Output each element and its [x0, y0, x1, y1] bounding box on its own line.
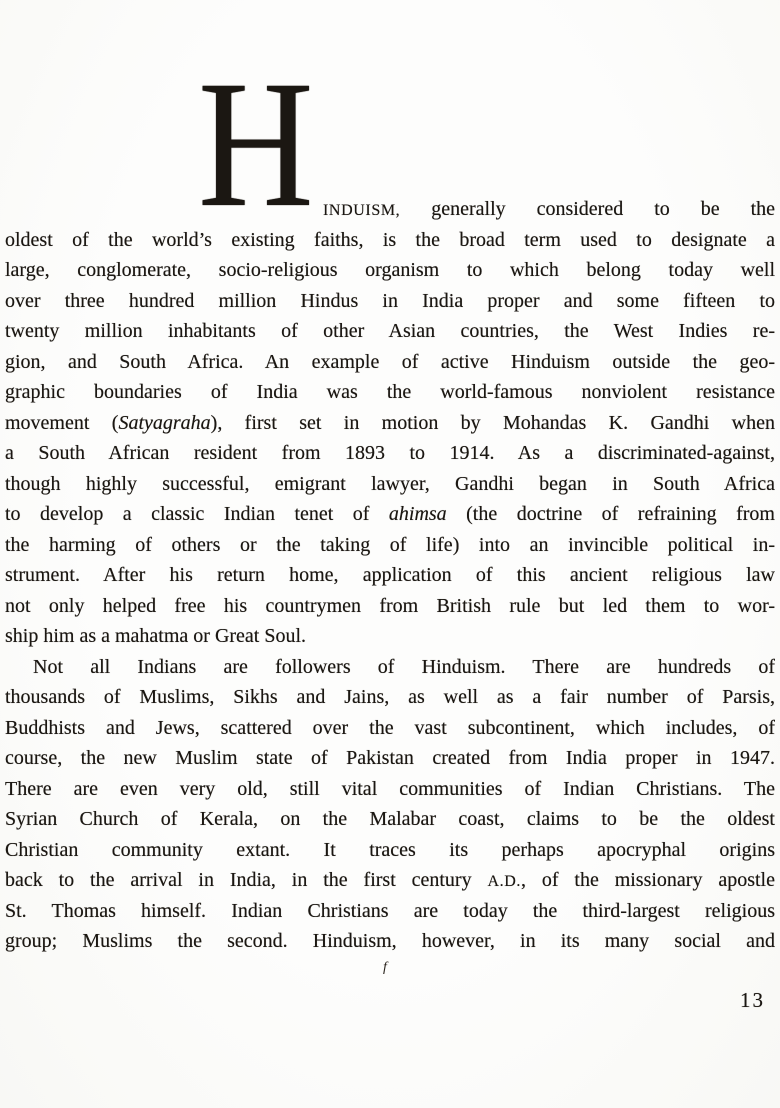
text-segment-normal: though highly successful, emigrant lawyer, Gandhi began in South Africa	[5, 472, 775, 495]
text-segment-normal: Buddhists and Jews, scattered over the vast subcontinent, which includes, of	[5, 716, 775, 739]
text-segment-normal: group; Muslims the second. Hinduism, however, in its many social and	[5, 930, 775, 952]
text-line	[5, 804, 775, 835]
text-segment-normal: over three hundred million Hindus in India proper and some fifteen to	[5, 289, 775, 312]
text-segment-normal: (the doctrine of refraining from	[446, 503, 775, 525]
text-segment-normal: Christian community extant. It traces its perhaps apocryphal origins	[5, 838, 775, 861]
text-segment-smallcaps: A.D.	[487, 873, 521, 890]
text-segment-normal: the harming of others or the taking of life) into an invincible political in-	[5, 533, 775, 556]
text-line	[5, 591, 775, 622]
text-segment-smallcaps: INDUISM,	[323, 202, 401, 219]
text-line	[5, 652, 775, 683]
text-line	[5, 255, 775, 286]
text-line	[5, 286, 775, 317]
text-segment-italic: Satyagraha	[118, 411, 211, 434]
text-segment-normal: oldest of the world’s existing faiths, is the broad term used to designate a	[5, 228, 775, 251]
text-segment-normal: graphic boundaries of India was the world-famous nonviolent resistance	[5, 381, 775, 403]
text-segment-normal: thousands of Muslims, Sikhs and Jains, as well as a fair number of Parsis,	[5, 686, 775, 708]
text-line	[5, 865, 775, 896]
text-segment-normal: to develop a classic Indian tenet of	[5, 503, 389, 525]
text-segment-normal: back to the arrival in India, in the first century	[5, 869, 488, 891]
text-line	[5, 469, 775, 500]
text-line	[5, 225, 775, 256]
text-line	[5, 560, 775, 591]
text-line	[5, 621, 775, 652]
page-number: 13	[740, 988, 765, 1012]
text-segment-normal: movement (	[5, 411, 119, 434]
text-line	[5, 347, 775, 378]
text-line	[5, 438, 775, 469]
text-segment-normal: strument. After his return home, application of this ancient religious law	[5, 564, 775, 586]
text-line	[5, 713, 775, 744]
text-segment-normal: ship him as a mahatma or Great Soul.	[5, 625, 307, 647]
text-segment-normal: generally considered to be the	[400, 198, 775, 220]
text-segment-normal: Not all Indians are followers of Hinduism. There are hundreds of	[33, 655, 775, 678]
text-segment-normal: gion, and South Africa. An example of active Hinduism outside the geo-	[5, 350, 775, 373]
printers-mark: f	[383, 960, 387, 975]
text-segment-normal: course, the new Muslim state of Pakistan created from India proper in 1947.	[5, 747, 775, 769]
text-segment-normal: There are even very old, still vital communities of Indian Christians. The	[5, 777, 775, 800]
text-segment-normal: large, conglomerate, socio-religious organism to which belong today well	[5, 259, 775, 281]
text-segment-normal: ), first set in motion by Mohandas K. Gandhi when	[210, 411, 775, 434]
drop-cap-initial: H	[198, 44, 314, 245]
text-segment-normal: Syrian Church of Kerala, on the Malabar coast, claims to be the oldest	[5, 808, 775, 830]
text-block	[5, 194, 775, 957]
text-line	[323, 194, 775, 225]
text-line	[5, 743, 775, 774]
text-segment-normal: St. Thomas himself. Indian Christians are today the third-largest religious	[5, 899, 775, 922]
text-line	[5, 926, 775, 957]
text-line	[5, 835, 775, 866]
text-segment-italic: ahimsa	[388, 503, 447, 525]
text-segment-normal: twenty million inhabitants of other Asian countries, the West Indies re-	[5, 320, 775, 342]
text-line	[5, 377, 775, 408]
text-line	[5, 408, 775, 439]
text-line	[5, 530, 775, 561]
text-segment-normal: not only helped free his countrymen from British rule but led them to wor-	[5, 594, 775, 617]
text-segment-normal: a South African resident from 1893 to 1914. As a discriminated-against,	[5, 442, 775, 464]
text-line	[5, 896, 775, 927]
text-line	[5, 774, 775, 805]
text-line	[5, 499, 775, 530]
text-segment-normal: , of the missionary apostle	[520, 869, 775, 891]
text-line	[5, 682, 775, 713]
text-line	[5, 316, 775, 347]
